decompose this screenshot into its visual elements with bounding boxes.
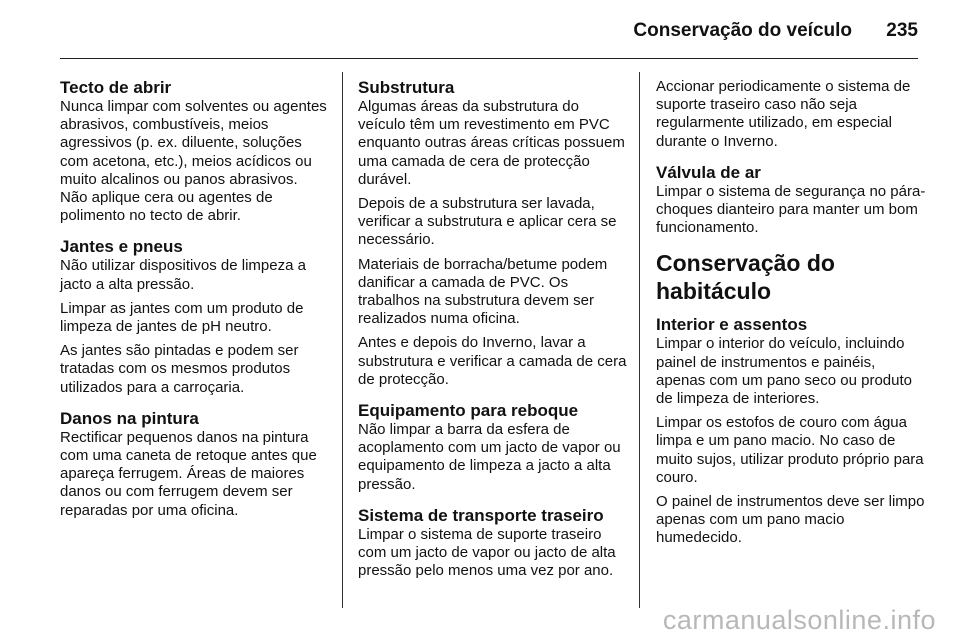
page-title: Conservação do veículo [633,20,852,41]
paragraph: O painel de instrumentos deve ser limpo apenas com um pano macio humedecido. [656,493,925,547]
section-carrier-continued [656,78,928,151]
section-heading: Válvula de ar [656,162,761,182]
paragraph: As jantes são pintadas e podem ser tratadas com os mesmos produtos utilizados para a carroçaria. [60,342,299,396]
paragraph: Limpar os estofos de couro com água limpa e um pano macio. No caso de muito sujos, utilizar produto próprio para couro. [656,414,924,486]
paragraph: Não limpar a barra da esfera de acoplamento com um jacto de vapor ou equipamento de limpeza a jacto a alta pressão. [358,421,621,493]
section-heading: Substrutura [358,78,455,97]
paragraph: Limpar o sistema de suporte traseiro com um jacto de vapor ou jacto de alta pressão pelo menos uma vez por ano. [358,525,616,580]
section-heading: Tecto de abrir [60,78,172,97]
paragraph: Limpar as jantes com um produto de limpeza de jantes de pH neutro. [60,299,304,336]
section-paint-damage [60,409,328,520]
section-towing-equipment [358,401,628,494]
page-number: 235 [886,20,918,41]
section-wheels-tyres [60,237,328,396]
paragraph: Materiais de borracha/betume podem danificar a camada de PVC. Os trabalhos na substrutura devem ser realizados numa oficina. [358,255,608,328]
section-air-valve [656,163,928,238]
column-3 [656,78,928,560]
paragraph: Não utilizar dispositivos de limpeza a jacto a alta pressão. [60,257,306,293]
section-heading: Jantes e pneus [60,237,183,257]
column-1 [60,78,328,532]
column-2 [358,78,628,592]
paragraph: Antes e depois do Inverno, lavar a substrutura e verificar a camada de cera de protecção. [358,334,627,388]
page-header [60,0,918,59]
section-rear-carrier [358,506,628,581]
column-divider [639,72,640,608]
section-sunroof [60,78,328,225]
paragraph: Depois de a substrutura ser lavada, verificar a substrutura e aplicar cera se necessário. [358,195,617,249]
paragraph: Limpar o sistema de segurança no pára-choques dianteiro para manter um bom funcionamento. [656,182,926,237]
section-heading: Danos na pintura [60,408,199,428]
paragraph: Accionar periodicamente o sistema de suporte traseiro caso não seja regularmente utilizado, em especial durante o Inverno. [656,78,911,150]
section-underbody [358,78,628,389]
paragraph: Rectificar pequenos danos na pintura com uma caneta de retoque antes que apareça ferrugem. Áreas de maiores danos ou com ferrugem devem ser reparadas por uma oficina. [60,428,317,519]
section-heading: Equipamento para reboque [358,401,579,421]
paragraph: Nunca limpar com solventes ou agentes abrasivos, combustíveis, meios agressivos (p. ex. diluente, soluções com acetona, etc.), meios acídicos ou muito alcalinos ou panos abrasivos. Não aplique cera ou agentes de polimento no tecto de abrir. [60,98,327,225]
section-heading: Sistema de transporte traseiro [358,505,604,525]
section-interior-seats [656,315,928,547]
paragraph: Limpar o interior do veículo, incluindo painel de instrumentos e painéis, apenas com um pano seco ou produto de limpeza de interiores. [656,335,913,408]
watermark: carmanualsonline.info [662,605,936,635]
chapter-heading: Conservação do habitáculo [656,250,835,305]
column-divider [342,72,343,608]
section-heading: Interior e assentos [656,315,808,335]
paragraph: Algumas áreas da substrutura do veículo têm um revestimento em PVC enquanto outras áreas críticas possuem uma camada de cera de protecção durável. [358,98,625,188]
